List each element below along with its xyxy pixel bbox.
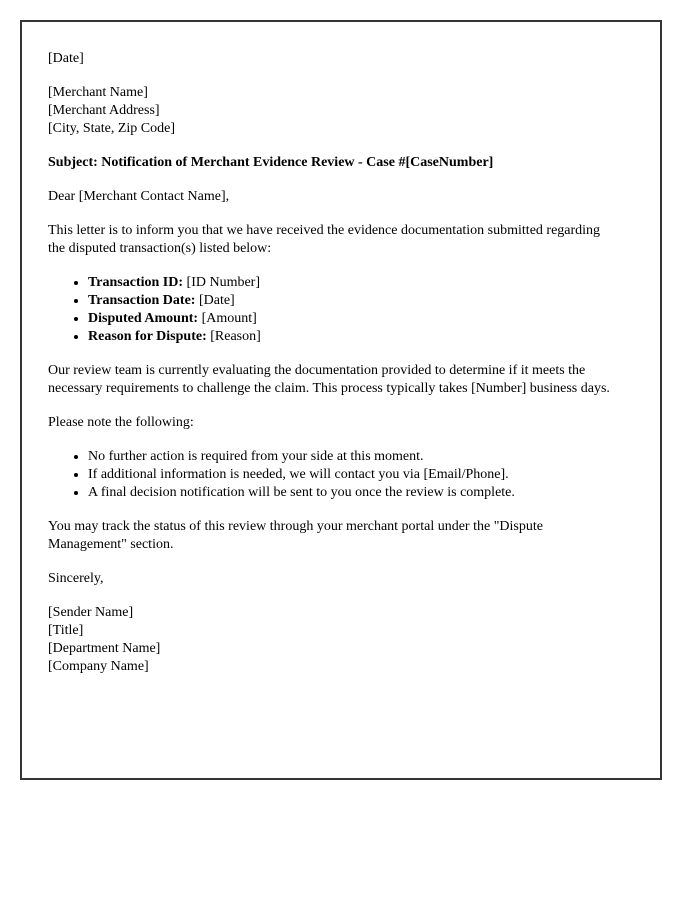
recipient-address-line: [Merchant Address] [48, 103, 160, 118]
date-line: [Date] [48, 51, 84, 66]
detail-value: [ID Number] [186, 275, 261, 290]
transaction-detail-item [88, 310, 620, 328]
note-item: • If additional information is needed, we will contact you via [Email/Phone]. [88, 466, 620, 484]
recipient-name-line: [Merchant Name] [48, 85, 148, 100]
salutation: Dear [Merchant Contact Name], [48, 189, 230, 204]
detail-label: Transaction ID: [88, 275, 184, 290]
transaction-detail-item [88, 328, 620, 346]
recipient-city-line: [City, State, Zip Code] [48, 121, 176, 136]
subject-line: Subject: Notification of Merchant Evidence Review - Case #[CaseNumber] [48, 155, 494, 170]
closing: Sincerely, [48, 571, 104, 586]
transaction-detail-item [88, 274, 620, 292]
detail-value: [Amount] [201, 311, 257, 326]
detail-label: Disputed Amount: [88, 311, 199, 326]
review-paragraph: Our review team is currently evaluating the documentation provided to determine if it meets the necessary requirements to challenge the claim. This process typically takes [Number] business days. [48, 363, 610, 396]
letter-document [20, 20, 662, 780]
tracking-paragraph: You may track the status of this review through your merchant portal under the "Dispute Management" section. [48, 519, 543, 552]
detail-value: [Date] [198, 293, 235, 308]
detail-value: [Reason] [210, 329, 261, 344]
signature-block [48, 604, 620, 676]
transaction-detail-item [88, 292, 620, 310]
intro-paragraph: This letter is to inform you that we have received the evidence documentation submitted regarding the disputed transaction(s) listed below: [48, 223, 601, 256]
note-item: • No further action is required from your side at this moment. [88, 448, 620, 466]
note-item: • A final decision notification will be sent to you once the review is complete. [88, 484, 620, 502]
note-intro: Please note the following: [48, 415, 194, 430]
recipient-address-block [48, 84, 620, 138]
notes-list [48, 448, 620, 502]
transaction-details-list [48, 274, 620, 346]
detail-label: Transaction Date: [88, 293, 196, 308]
sender-department-line: [Department Name] [48, 641, 161, 656]
detail-label: Reason for Dispute: [88, 329, 207, 344]
sender-title-line: [Title] [48, 623, 84, 638]
sender-name-line: [Sender Name] [48, 605, 134, 620]
sender-company-line: [Company Name] [48, 659, 149, 674]
